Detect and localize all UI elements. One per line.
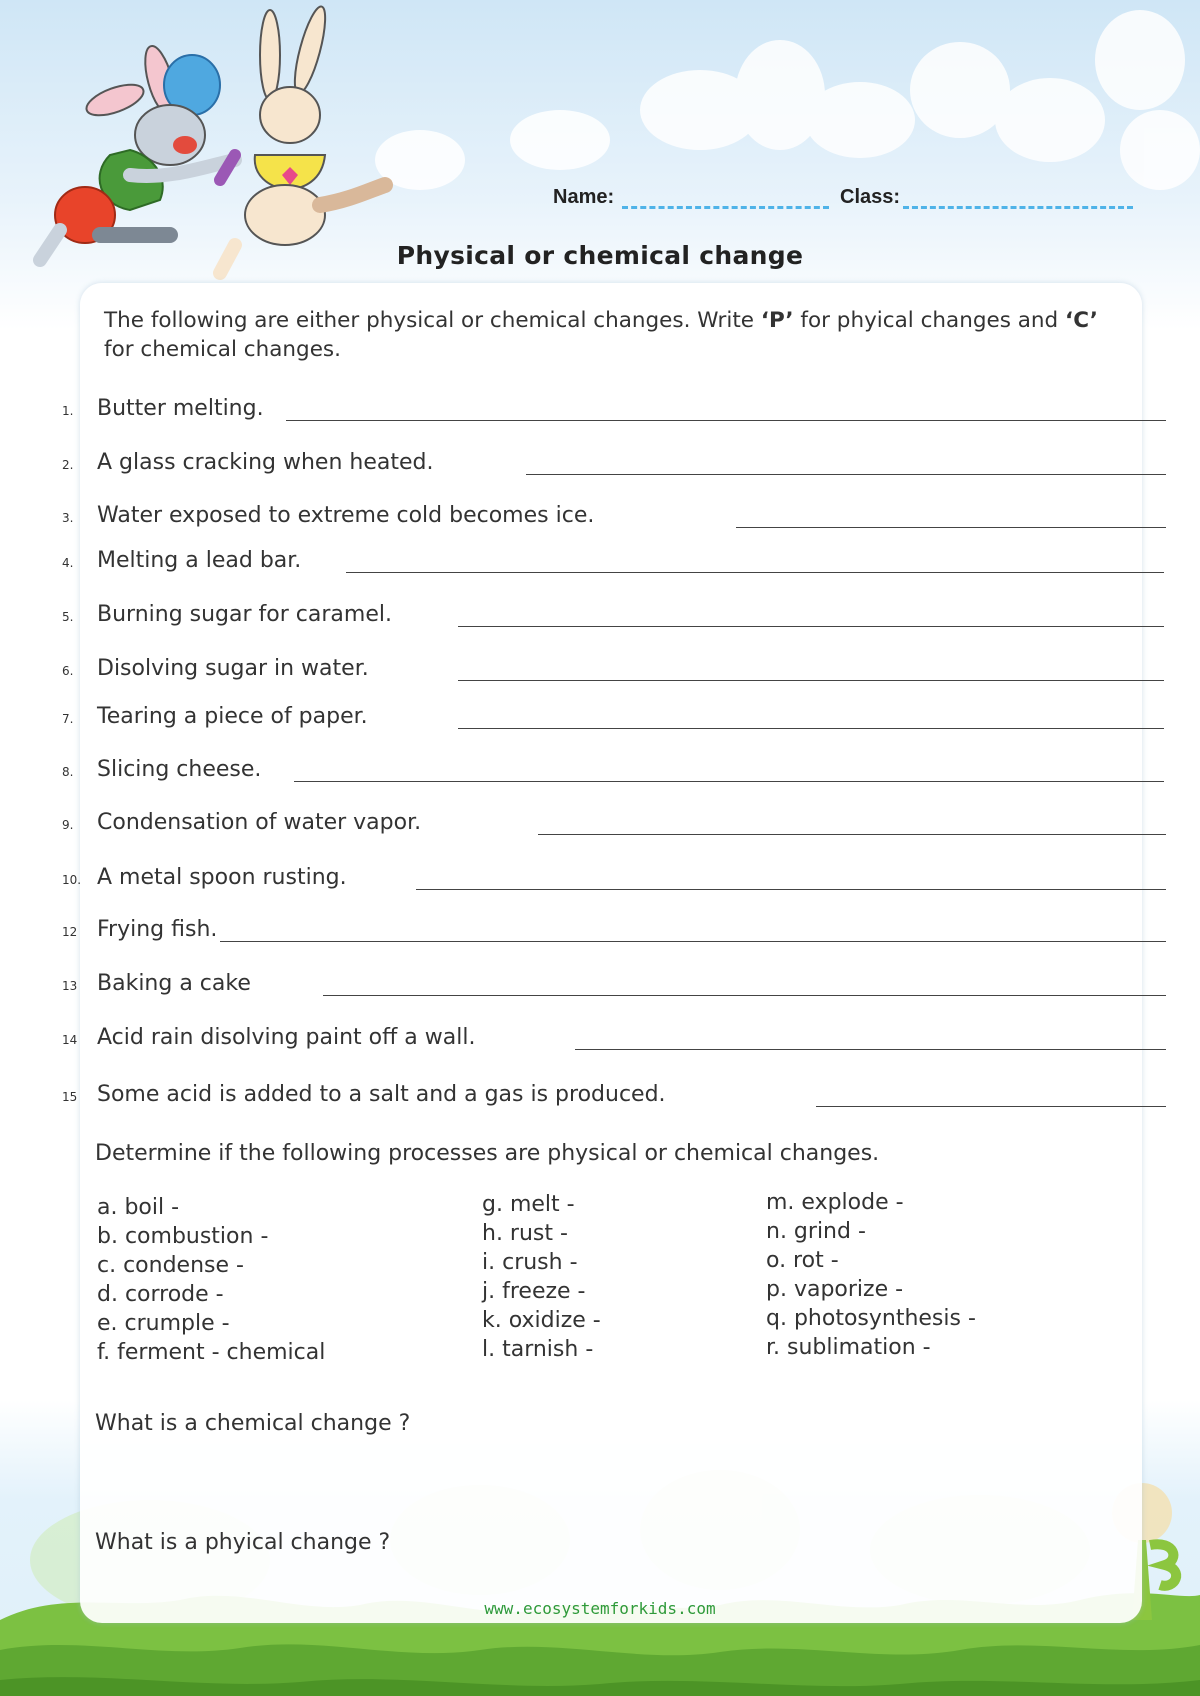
- instructions-text: The following are either physical or chemical changes. Write: [104, 308, 761, 333]
- class-label: Class:: [840, 186, 901, 208]
- answer-line[interactable]: [736, 527, 1166, 528]
- question-number: 4.: [62, 556, 74, 570]
- instructions-text-3: for chemical changes.: [104, 337, 341, 362]
- question-number: 2.: [62, 458, 74, 472]
- worksheet-title: Physical or chemical change: [396, 241, 804, 270]
- question-number: 3.: [62, 511, 74, 525]
- question-row: [0, 810, 1200, 840]
- question-number: 15: [62, 1090, 78, 1104]
- answer-line[interactable]: [323, 995, 1166, 996]
- process-item: a. boil -: [97, 1195, 180, 1220]
- process-item: p. vaporize -: [766, 1277, 904, 1302]
- chemical-change-question: What is a chemical change ?: [95, 1411, 411, 1436]
- question-row: [0, 971, 1200, 1001]
- process-item: d. corrode -: [97, 1282, 224, 1307]
- question-number: 10.: [62, 873, 82, 887]
- question-row: [0, 865, 1200, 895]
- name-input-line[interactable]: [622, 206, 829, 209]
- section2-prompt: Determine if the following processes are physical or chemical changes.: [95, 1141, 880, 1166]
- process-item: c. condense -: [97, 1253, 244, 1278]
- process-item: l. tarnish -: [482, 1337, 594, 1362]
- question-number: 8.: [62, 765, 74, 779]
- instructions-text-2: for phyical changes and: [793, 308, 1066, 333]
- process-item: h. rust -: [482, 1221, 568, 1246]
- question-number: 13: [62, 979, 78, 993]
- website-footer[interactable]: www.ecosystemforkids.com: [484, 1599, 716, 1618]
- answer-line[interactable]: [526, 474, 1166, 475]
- answer-line[interactable]: [458, 680, 1164, 681]
- question-text: Tearing a piece of paper.: [97, 704, 368, 729]
- physical-change-question: What is a phyical change ?: [95, 1530, 391, 1555]
- question-text: A glass cracking when heated.: [97, 450, 434, 475]
- question-number: 12: [62, 925, 78, 939]
- question-text: Acid rain disolving paint off a wall.: [97, 1025, 476, 1050]
- name-label: Name:: [553, 186, 615, 208]
- answer-line[interactable]: [416, 889, 1166, 890]
- question-number: 14: [62, 1033, 78, 1047]
- question-row: [0, 503, 1200, 533]
- answer-line[interactable]: [575, 1049, 1166, 1050]
- question-row: [0, 656, 1200, 686]
- question-text: Water exposed to extreme cold becomes ice.: [97, 503, 595, 528]
- question-number: 6.: [62, 664, 74, 678]
- question-row: [0, 704, 1200, 734]
- question-row: [0, 396, 1200, 426]
- question-number: 5.: [62, 610, 74, 624]
- process-item: k. oxidize -: [482, 1308, 601, 1333]
- question-text: Condensation of water vapor.: [97, 810, 422, 835]
- question-number: 7.: [62, 712, 74, 726]
- answer-line[interactable]: [220, 941, 1166, 942]
- question-text: Baking a cake: [97, 971, 251, 996]
- answer-line[interactable]: [458, 626, 1164, 627]
- process-item: q. photosynthesis -: [766, 1306, 976, 1331]
- process-item: b. combustion -: [97, 1224, 269, 1249]
- process-item: r. sublimation -: [766, 1335, 931, 1360]
- process-column-2: [482, 1190, 601, 1364]
- p-mark: ‘P’: [760, 308, 794, 333]
- question-text: Burning sugar for caramel.: [97, 602, 392, 627]
- question-number: 1.: [62, 404, 74, 418]
- question-text: Butter melting.: [97, 396, 264, 421]
- c-mark: ‘C’: [1065, 308, 1098, 333]
- question-text: Some acid is added to a salt and a gas is produced.: [97, 1082, 666, 1107]
- process-item: f. ferment - chemical: [97, 1340, 326, 1365]
- answer-line[interactable]: [816, 1106, 1166, 1107]
- answer-line[interactable]: [458, 728, 1164, 729]
- question-row: [0, 1082, 1200, 1112]
- process-item: j. freeze -: [482, 1279, 586, 1304]
- rabbit-right-icon: [220, 5, 385, 273]
- question-text: Disolving sugar in water.: [97, 656, 369, 681]
- process-item: n. grind -: [766, 1219, 866, 1244]
- answer-line[interactable]: [538, 834, 1166, 835]
- question-row: [0, 602, 1200, 632]
- question-number: 9.: [62, 818, 74, 832]
- answer-line[interactable]: [286, 420, 1166, 421]
- question-row: [0, 757, 1200, 787]
- instructions: [104, 306, 1184, 364]
- question-text: Slicing cheese.: [97, 757, 262, 782]
- process-item: m. explode -: [766, 1190, 904, 1215]
- process-item: o. rot -: [766, 1248, 839, 1273]
- question-text: Melting a lead bar.: [97, 548, 302, 573]
- question-row: [0, 1025, 1200, 1055]
- answer-line[interactable]: [294, 781, 1164, 782]
- process-column-1: [97, 1193, 325, 1367]
- question-row: [0, 548, 1200, 578]
- class-input-line[interactable]: [903, 206, 1133, 209]
- process-item: e. crumple -: [97, 1311, 230, 1336]
- answer-line[interactable]: [346, 572, 1164, 573]
- process-column-3: [766, 1188, 976, 1362]
- question-text: Frying fish.: [97, 917, 218, 942]
- cloud-shapes: [375, 10, 1200, 190]
- process-item: i. crush -: [482, 1250, 578, 1275]
- question-row: [0, 917, 1200, 947]
- process-item: g. melt -: [482, 1192, 575, 1217]
- rabbit-left-icon: [40, 43, 235, 260]
- question-text: A metal spoon rusting.: [97, 865, 347, 890]
- question-row: [0, 450, 1200, 480]
